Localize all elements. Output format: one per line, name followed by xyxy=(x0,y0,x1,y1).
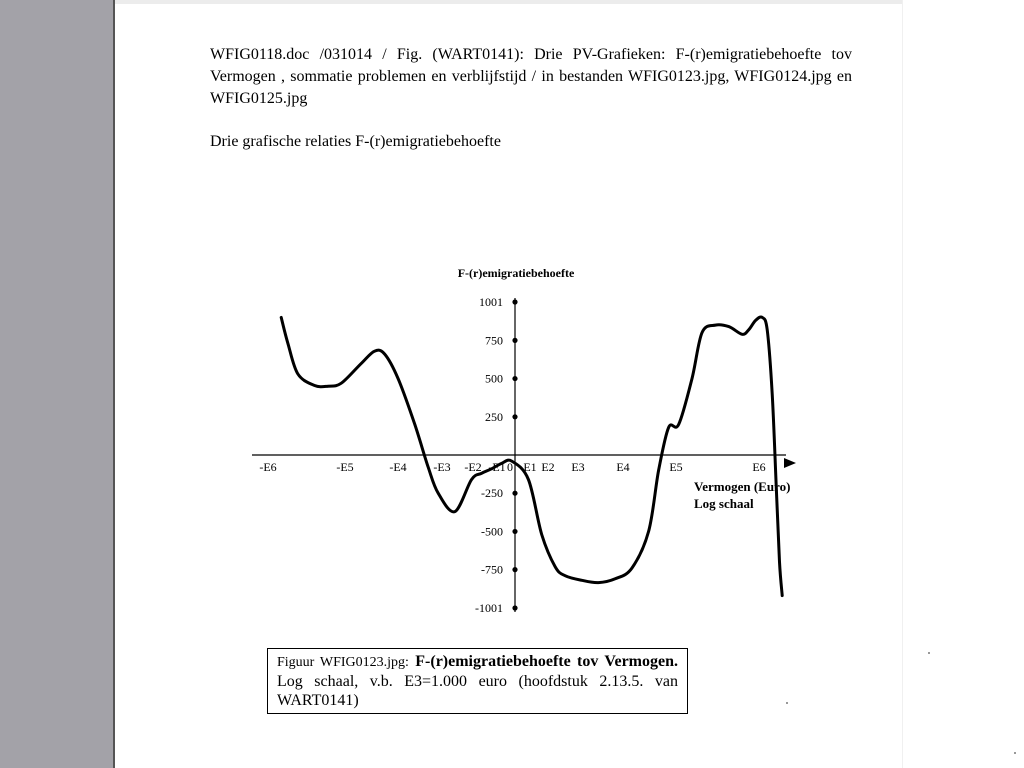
series-line xyxy=(281,317,782,596)
y-tick-label: -1001 xyxy=(475,601,503,615)
y-axis-label: F-(r)emigratiebehoefte xyxy=(457,266,575,280)
y-tick-label: 250 xyxy=(485,409,503,424)
x-tick-label: E4 xyxy=(616,460,630,474)
caption-rest: Log schaal, v.b. E3=1.000 euro (hoofdstuk 2.13.5. van WART0141) xyxy=(277,673,678,709)
x-tick-label: E1 xyxy=(523,460,537,474)
y-tick-dot xyxy=(512,338,517,343)
x-axis-arrow xyxy=(784,458,796,468)
y-tick-label: 1001 xyxy=(479,295,503,309)
document-header-text: WFIG0118.doc /031014 / Fig. (WART0141): Drie PV-Grafieken: F-(r)emigratiebehoefte tov Vermogen , sommatie problemen en verblijfstijd / in bestanden WFIG0123.jpg, WFIG0124.jpg en WFIG0125.jpg xyxy=(210,46,852,107)
figure-caption xyxy=(267,648,688,714)
x-axis-label: Vermogen (Euro) xyxy=(694,479,791,494)
y-tick-dot xyxy=(512,491,517,496)
y-tick-dot xyxy=(512,605,517,610)
x-tick-label: -E6 xyxy=(259,460,277,474)
y-tick-label: -250 xyxy=(481,486,503,501)
y-tick-label: -500 xyxy=(481,524,503,539)
x-tick-label: -E5 xyxy=(336,460,354,474)
x-tick-label: -E2 xyxy=(464,460,482,474)
x-tick-label: -E1 xyxy=(488,460,506,474)
caption-lead: Figuur WFIG0123.jpg: xyxy=(277,655,409,670)
y-tick-dot xyxy=(512,529,517,534)
x-axis-sublabel: Log schaal xyxy=(694,496,754,511)
y-tick-dot xyxy=(512,567,517,572)
x-tick-label: E3 xyxy=(571,460,585,474)
caption-bold: F-(r)emigratiebehoefte tov Vermogen. xyxy=(415,653,679,670)
y-tick-label: 750 xyxy=(485,333,503,348)
x-tick-label: 0 xyxy=(507,460,513,474)
x-tick-label: -E3 xyxy=(433,460,451,474)
y-tick-label: -750 xyxy=(481,562,503,577)
y-tick-dot xyxy=(512,414,517,419)
y-tick-dot xyxy=(512,299,517,304)
x-tick-label: E2 xyxy=(541,460,555,474)
y-tick-dot xyxy=(512,376,517,381)
x-tick-label: E5 xyxy=(669,460,683,474)
x-tick-label: -E4 xyxy=(389,460,407,474)
document-subtitle: Drie grafische relaties F-(r)emigratiebehoefte xyxy=(210,133,501,150)
y-tick-label: 500 xyxy=(485,371,503,386)
x-tick-label: E6 xyxy=(752,460,766,474)
